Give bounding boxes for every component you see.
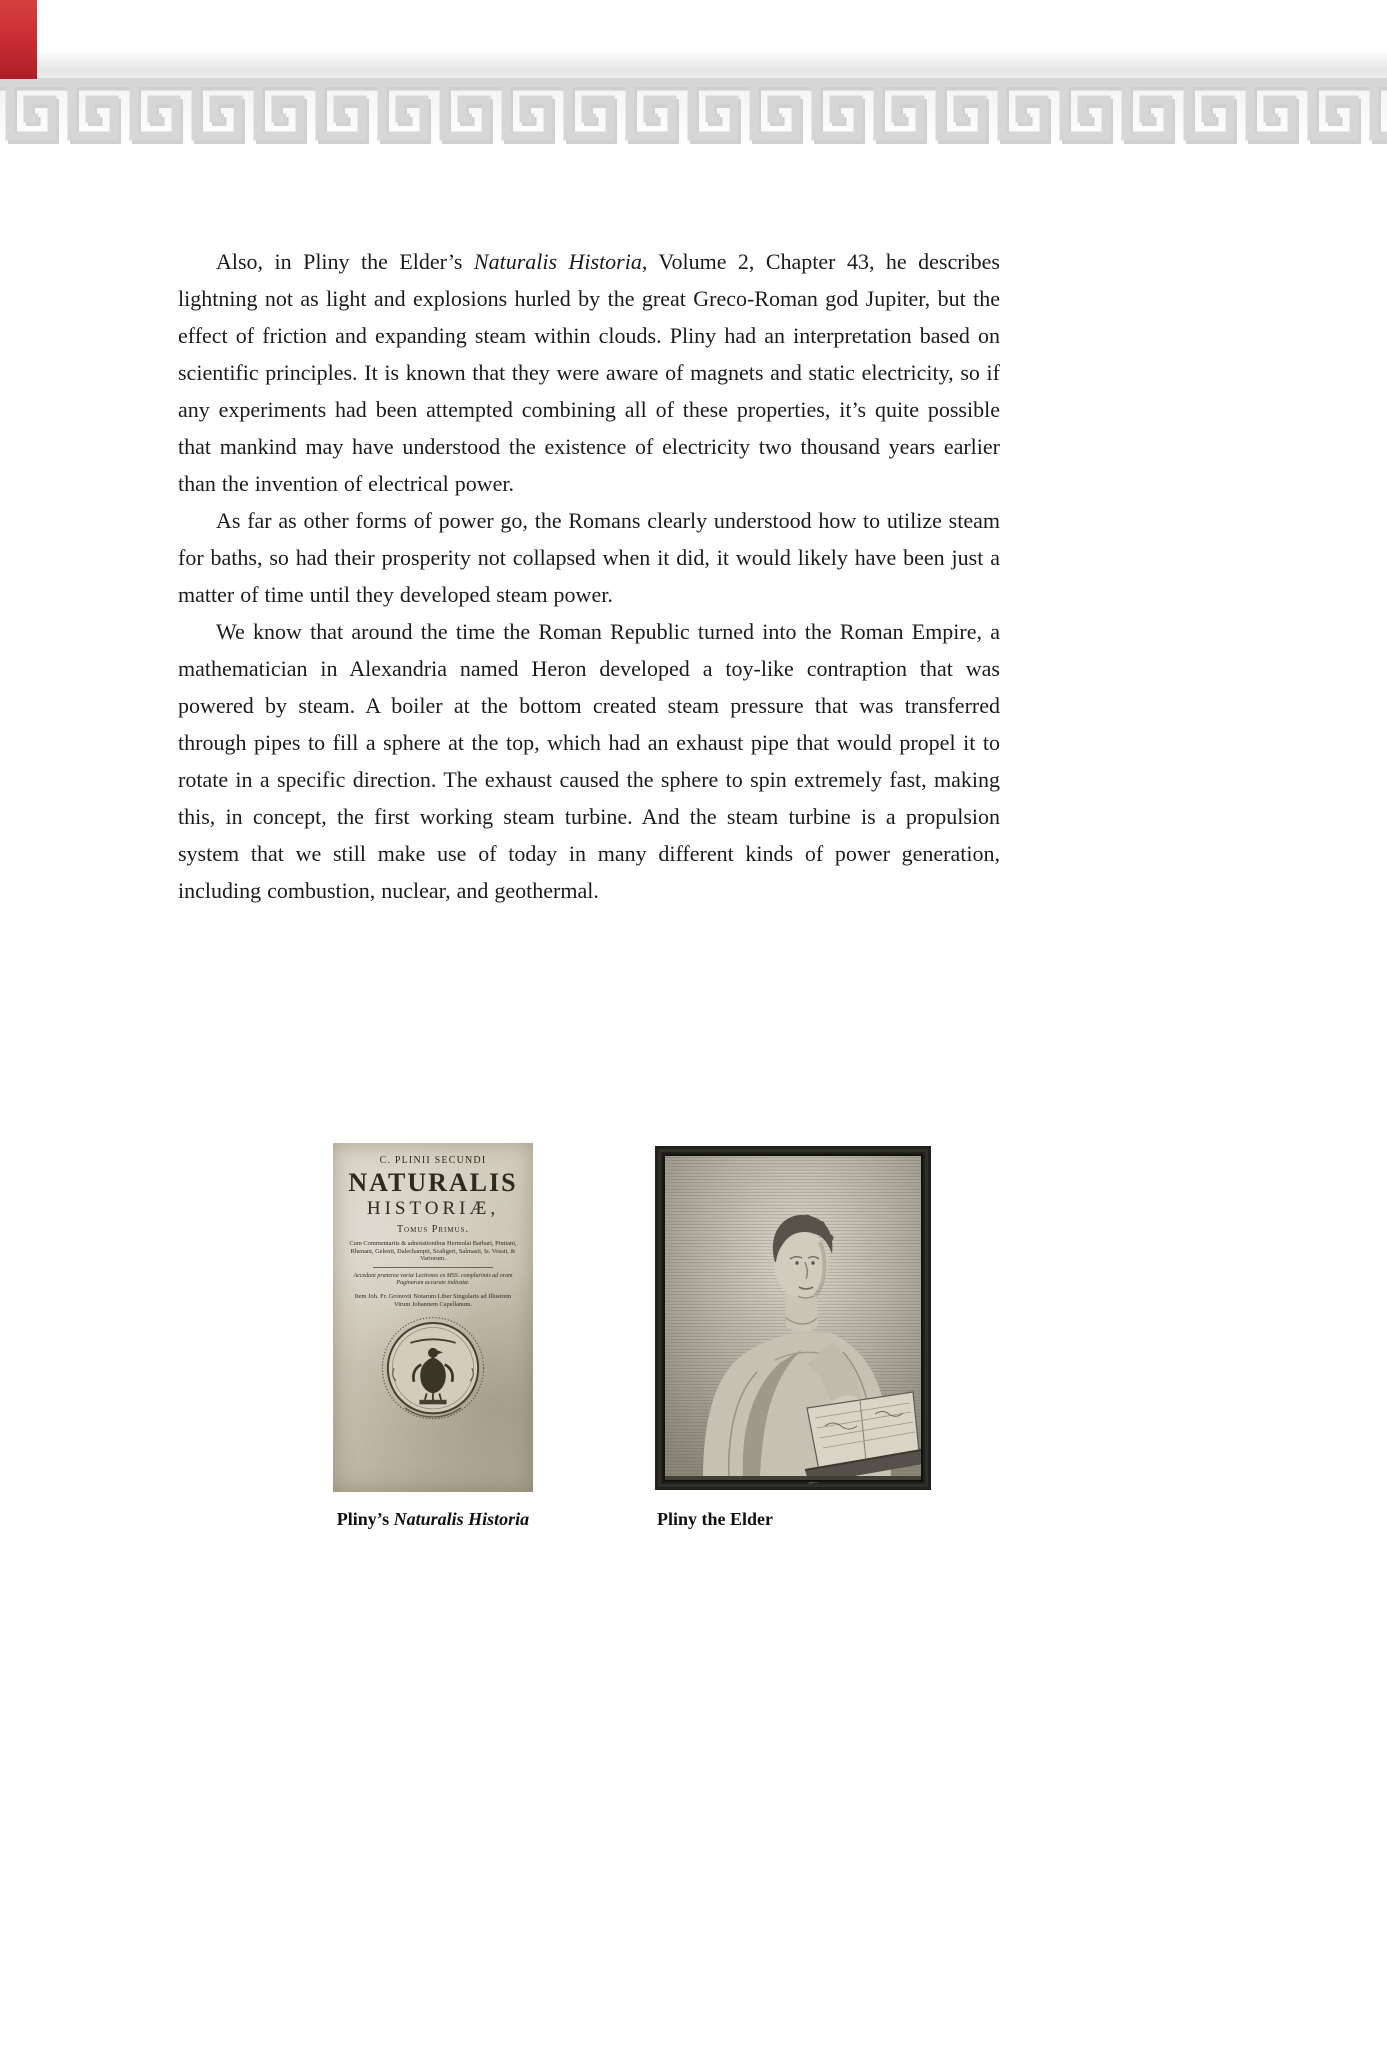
titlepage-divider-rule xyxy=(373,1267,493,1268)
body-text-block xyxy=(178,243,1000,909)
p1-text-before: Also, in Pliny the Elder’s xyxy=(216,249,474,274)
p1-text-after: , Volume 2, Chapter 43, he describes lightning not as light and explosions hurled by the great Greco-Roman god Jupiter, but the effect of friction and expanding steam within clouds. Pliny had an interpretation based on scientific principles. It is known that they were aware of magnets and static electricity, so if any experiments had been attempted combining all of these properties, it’s quite possible that mankind may have understood the existence of electricity two thousand years earlier than the invention of electrical power. xyxy=(178,249,1000,496)
printer-device-eagle-emblem-icon xyxy=(374,1314,492,1426)
paragraph-pliny-lightning xyxy=(178,243,1000,502)
titlepage-main-title: NATURALIS xyxy=(348,1168,518,1197)
greek-key-pattern xyxy=(0,0,1387,152)
greek-key-border-band xyxy=(0,0,1387,152)
caption-left-book-title: Naturalis Historia xyxy=(393,1509,530,1529)
pliny-portrait-engraving xyxy=(655,1146,931,1490)
caption-pliny-the-elder: Pliny the Elder xyxy=(657,1509,773,1529)
paragraph-heron-steam-turbine: We know that around the time the Roman Republic turned into the Roman Empire, a mathematician in Alexandria named Heron developed a toy-like contraption that was powered by steam. A boiler at the bottom created steam pressure that was transferred through pipes to fill a sphere at the top, which had an exhaust pipe that would propel it to rotate in a specific direction. The exhaust caused the sphere to spin extremely fast, making this, in concept, the first working steam turbine. And the steam turbine is a propulsion system that we still make use of today in many different kinds of power generation, including combustion, nuclear, and geothermal. xyxy=(178,619,1000,903)
caption-naturalis-historia xyxy=(303,1507,563,1531)
p1-book-title-italic: Naturalis Historia xyxy=(473,249,642,274)
titlepage-author-line: C. PLINII SECUNDI xyxy=(379,1155,487,1166)
titlepage-commentary-note: Cum Commentariis & adnotationibus Hermolai Barbari, Pintiani, Rhenani, Gelenii, Dalechampii, Scaligeri, Salmasii, Is. Vossii, & Variorum. xyxy=(349,1240,517,1263)
red-page-edge-marker xyxy=(0,0,37,79)
titlepage-gronovii-note: Item Joh. Fr. Gronovii Notarum Liber Singularis ad Illustrem Virum Johannem Capellanum. xyxy=(354,1292,512,1308)
caption-left-prefix: Pliny’s xyxy=(336,1509,394,1529)
figure-naturalis-historia-titlepage xyxy=(333,1143,533,1492)
paragraph-roman-steam-baths: As far as other forms of power go, the Romans clearly understood how to utilize steam for baths, so had their prosperity not collapsed when it did, it would likely have been just a matter of time until they developed steam power. xyxy=(178,508,1000,607)
figure-pliny-the-elder-portrait xyxy=(655,1146,931,1490)
titlepage-subtitle: HISTORIÆ, xyxy=(366,1198,500,1219)
titlepage-volume-line: Tomus Primus. xyxy=(396,1224,470,1235)
titlepage-lections-note: Accedunt præterea variæ Lectiones ex MSS. complurimis ad oram Paginarum accurate indicatæ. xyxy=(353,1272,513,1287)
